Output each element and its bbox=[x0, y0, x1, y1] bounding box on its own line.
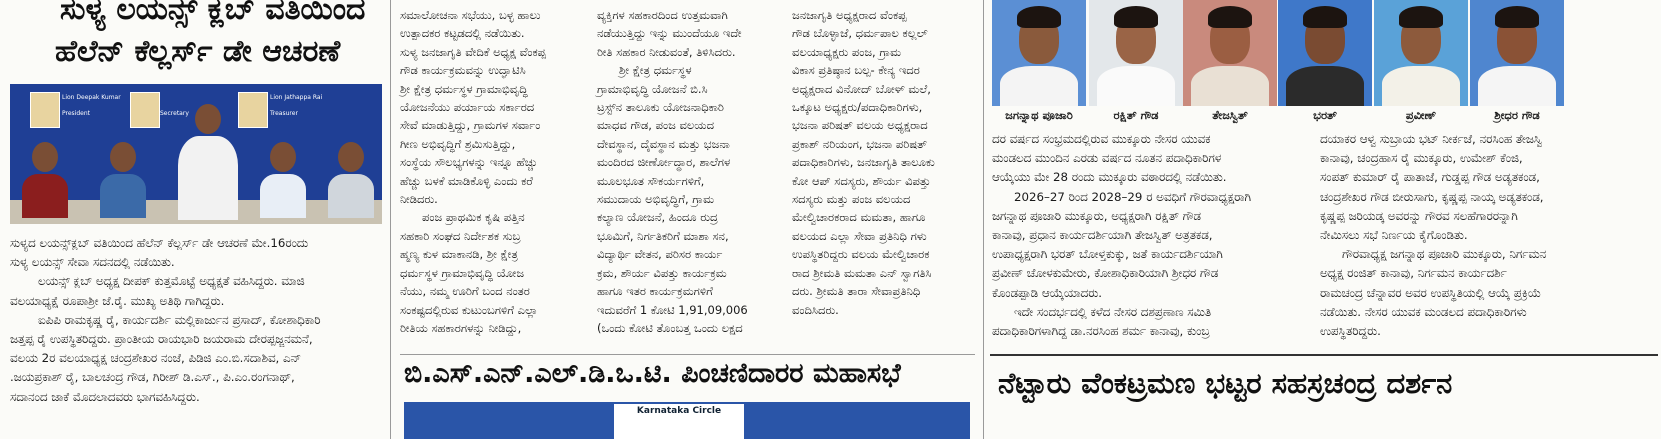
body-line: ಗ್ರಾಮಾಭಿವೃದ್ಧಿ ಯೋಜನೆ ಬಿ.ಸಿ bbox=[597, 81, 708, 96]
seated-person bbox=[328, 142, 374, 218]
body-line: ಮೂಲಭೂತ ಸೌಕರ್ಯಗಳಿಗೆ, bbox=[597, 173, 705, 188]
body-line: ಹೆಚ್ಚು ಬಳಕೆ ಮಾಡಿಕೊಳ್ಳಿ ಎಂದು ಕರೆ bbox=[400, 173, 533, 188]
body-line: ಮಂದಿರದ ಜೀರ್ಣೋದ್ಧಾರ, ಶಾಲೆಗಳ bbox=[597, 155, 731, 170]
body-line: ಸಂಸ್ಥೆಯ ಸೌಲಭ್ಯಗಳನ್ನು ಇನ್ನೂ ಹೆಚ್ಚು bbox=[400, 155, 538, 170]
body-line: ಗೀಣ ಅಭಿವೃದ್ಧಿಗೆ ಶ್ರಮಿಸುತ್ತಿದ್ದು, bbox=[400, 136, 516, 151]
body-line: ನೇಮಿಸಲು ಸಭೆ ನಿರ್ಣಯ ಕೈಗೊಂಡಿತು. bbox=[1320, 228, 1468, 243]
body-line: ಪ್ರವೀಣ್ ಚೋಳಕುಮೇರು, ಕೋಶಾಧಿಕಾರಿಯಾಗಿ ಶ್ರೀಧರ ಗೌಡ bbox=[992, 266, 1219, 281]
body-line: ಜತ್ತಪ್ಪ ರೈ ಉಪಸ್ಥಿತರಿದ್ದರು. ಪ್ರಾಂತೀಯ ರಾಯಭಾರಿ ಜಯರಾಮ ದೇರಪ್ಪಜ್ಜನಮನೆ, bbox=[10, 332, 313, 347]
photo-caption: ಪ್ರವೀಣ್ bbox=[1405, 108, 1437, 122]
body-line: ಶ್ರೀ ಕ್ಷೇತ್ರ ಧರ್ಮಸ್ಥಳ bbox=[619, 63, 692, 78]
body-line: ಕಾನಾವು, ಚಂದ್ರಹಾಸ ರೈ ಮುಕ್ಕೂರು, ಉಮೇಶ್ ಕೆಂಜಿ, bbox=[1320, 151, 1523, 166]
column-rule bbox=[390, 0, 391, 439]
karnataka-circle-banner bbox=[614, 404, 744, 439]
body-line: ಉತ್ಪಾದಕರ ಕಟ್ಟಡದಲ್ಲಿ ನಡೆಯಿತು. bbox=[400, 26, 525, 41]
body-line: ಹ್ಮಣ್ಯ ಕುಳ ಮಾಕಾನಡಿ, ಶ್ರೀ ಕ್ಷೇತ್ರ bbox=[400, 247, 518, 262]
body-line: ದಯಾಕರ ಆಳ್ವ ಸುಬ್ರಾಯ ಭಟ್ ನೀರ್ಕಜೆ, ನರಸಿಂಹ ತೇಜಸ್ವಿ bbox=[1320, 132, 1543, 146]
body-line: ರೀತಿ ಸಹಕಾರ ನೀಡುವಂತೆ, ತಿಳಿಸಿದರು. bbox=[597, 44, 736, 59]
body-line: ಸಹಕಾರಿ ಸಂಘದ ನಿರ್ದೇಶಕ ಸುಬ್ರ bbox=[400, 228, 521, 243]
body-line: ಗೌರವಾಧ್ಯಕ್ಷ ಜಗನ್ನಾಥ ಪೂಜಾರಿ ಮುಕ್ಕೂರು, ನಿರ್ಗಮನ bbox=[1342, 247, 1547, 262]
body-line: ರಾದ ಶ್ರೀಮತಿ ಮಮತಾ ಎನ್ ಸ್ವಾಗತಿಸಿ bbox=[792, 265, 932, 280]
portrait-photo bbox=[1089, 0, 1183, 106]
body-line: ನಡೆಯಿತು. ನೇಸರ ಯುವಕ ಮಂಡಲದ ಪದಾಧಿಕಾರಿಗಳು bbox=[1320, 304, 1527, 319]
photo-caption: ಜಗನ್ನಾಥ ಪೂಜಾರಿ bbox=[1005, 108, 1073, 122]
body-line: ಪ್ರಕಾಶ್ ನರಿಯಂಗ, ಭಜನಾ ಪರಿಷತ್ bbox=[792, 136, 927, 151]
portrait-thumbnail bbox=[30, 92, 60, 128]
bsnl-headline: ಬಿ.ಎಸ್.ಎನ್.ಎಲ್.ಡಿ.ಒ.ಟಿ. ಪಿಂಚಣಿದಾರರ ಮಹಾಸಭೆ bbox=[404, 358, 901, 389]
right-col-1 bbox=[992, 130, 1310, 341]
portrait-photo bbox=[1278, 0, 1372, 106]
portrait-photo bbox=[1374, 0, 1468, 106]
body-line: ದೇವಸ್ಥಾನ, ದೈವಸ್ಥಾನ ಮತ್ತು ಭಜನಾ bbox=[597, 136, 730, 151]
body-line: ವಂದಿಸಿದರು. bbox=[792, 302, 839, 317]
bottom-headline: ನೆಟ್ಟಾರು ವೆಂಕಟ್ರಮಣ ಭಟ್ಟರ ಸಹಸ್ರಚಂದ್ರ ದರ್ಶನ bbox=[998, 366, 1453, 400]
portrait-thumbnail bbox=[130, 92, 160, 128]
middle-col-3 bbox=[792, 6, 972, 319]
body-line: ಸಂಪತ್ ಕುಮಾರ್ ರೈ ಪಾತಾಜೆ, ಗುಡ್ಡಪ್ಪ ಗೌಡ ಅಡ್ಯತಕಂಡ, bbox=[1320, 170, 1540, 185]
body-line: ಸುಳ್ಯದ ಲಯನ್ಸ್‌ಕ್ಲಬ್ ವತಿಯಿಂದ ಹೆಲೆನ್ ಕೆಲ್ಲರ್ಸ್ ಡೇ ಆಚರಣೆ ಮೇ.16ರಂದು bbox=[10, 236, 309, 250]
body-line: ಪದಾಧಿಕಾರಿಗಳಾಗಿದ್ದ ಡಾ.ನರಸಿಂಹ ಶರ್ಮ ಕಾನಾವು, ಕುಂಬ್ರ bbox=[992, 324, 1210, 339]
body-line: ವಲಯದ ಎಲ್ಲಾ ಸೇವಾ ಪ್ರತಿನಿಧಿ ಗಳು bbox=[792, 228, 927, 243]
body-line: ಉಪಸ್ಥಿತರಿದ್ದರು ವಲಯ ಮೇಲ್ವಿಚಾರಕ bbox=[792, 247, 930, 262]
body-line: ಕಾನಾವು, ಪ್ರಧಾನ ಕಾರ್ಯದರ್ಶಿಯಾಗಿ ತೇಜಸ್ವಿತ್ ಅತ್ರತಕಡ, bbox=[992, 228, 1213, 243]
body-line: .ಜಯಪ್ರಕಾಶ್ ರೈ, ಬಾಲಚಂದ್ರ ಗೌಡ, ಗಿರೀಶ್ ಡಿ.ಎಸ್., ಪಿ.ಎಂ.ರಂಗನಾಥ್, bbox=[10, 370, 295, 385]
body-line: ಕೋ ಆಪ್ ಸದಸ್ಯರು, ಶೌರ್ಯ ವಿಪತ್ತು bbox=[792, 173, 931, 188]
body-line: ಕಲ್ಯಾಣ ಯೋಜನೆ, ಹಿಂದೂ ರುದ್ರ bbox=[597, 210, 718, 225]
seated-person bbox=[22, 142, 68, 218]
body-line: ನೆಯು, ನಮ್ಮ ಊರಿಗೆ ಬಂದ ನಂತರ bbox=[400, 284, 530, 299]
body-line: ವಲಯ 2ರ ವಲಯಾಧ್ಯಕ್ಷ ಚಂದ್ರಶೇಖರ ನಂಜೆ, ಪಿಡಿಜಿ ಎಂ.ಬಿ.ಸದಾಶಿವ, ಎನ್ bbox=[10, 351, 301, 366]
body-line: ರಾಮಚಂದ್ರ ಚೆನ್ನಾವರ ಅವರ ಉಪಸ್ಥಿತಿಯಲ್ಲಿ ಆಯ್ಕೆ ಪ್ರಕ್ರಿಯೆ bbox=[1320, 285, 1542, 300]
banner-name: Lion Jathappa Rai bbox=[270, 94, 323, 101]
body-line: ಧರ್ಮಸ್ಥಳ ಗ್ರಾಮಾಭಿವೃದ್ಧಿ ಯೋಜ bbox=[400, 265, 525, 280]
portrait-photo bbox=[992, 0, 1086, 106]
body-line: ಹಾಗೂ ಇತರ ಕಾರ್ಯಕ್ರಮಗಳಿಗೆ bbox=[597, 284, 713, 299]
seated-person bbox=[100, 142, 146, 218]
body-line: ನೀಡಿದರು. bbox=[400, 192, 438, 207]
photo-caption: ರಕ್ಷಿತ್ ಗೌಡ bbox=[1113, 108, 1159, 122]
body-line: ಸುಳ್ಯ ಲಯನ್ಸ್ ಸೇವಾ ಸದನದಲ್ಲಿ ನಡೆಯಿತು. bbox=[10, 255, 175, 270]
body-line: ಅಧ್ಯಕ್ಷರಾದ ವಿನೋದ್ ಬೋಳ್ ಮಲೆ, bbox=[792, 81, 931, 96]
body-line: ಜನಜಾಗೃತಿ ಅಧ್ಯಕ್ಷರಾದ ವೆಂಕಪ್ಪ bbox=[792, 8, 907, 22]
body-line: ಜಗನ್ನಾಥ ಪೂಜಾರಿ ಮುಕ್ಕೂರು, ಅಧ್ಯಕ್ಷರಾಗಿ ರಕ್ಷಿತ್ ಗೌಡ bbox=[992, 208, 1201, 223]
seated-person bbox=[260, 142, 306, 218]
body-line: ಪಂಜ ಪ್ರಾಥಮಿಕ ಕೃಷಿ ಪತ್ತಿನ bbox=[422, 210, 525, 225]
body-line: (ಒಂದು ಕೋಟಿ ತೊಂಬತ್ತ ಒಂದು ಲಕ್ಷದ bbox=[597, 320, 743, 335]
body-line: ಆಯ್ಕೆಯು ಮೇ 28 ರಂದು ಮುಕ್ಕೂರು ವಠಾರದಲ್ಲಿ ನಡೆಯಿತು. bbox=[992, 170, 1227, 185]
body-line: ಉಪಸ್ಥಿತರಿದ್ದರು. bbox=[1320, 324, 1381, 339]
body-line: ದರ ವರ್ಷದ ಸಂಭ್ರಮದಲ್ಲಿರುವ ಮುಕ್ಕೂರು ನೇಸರ ಯುವಕ bbox=[992, 132, 1211, 146]
middle-col-2 bbox=[597, 6, 777, 337]
photo-caption: ಭರತ್ bbox=[1313, 108, 1337, 122]
portrait-photo bbox=[1470, 0, 1564, 106]
banner-role: Secretary bbox=[160, 110, 189, 117]
standing-speaker bbox=[178, 104, 238, 220]
body-line: ಮಾಧವ ಗೌಡ, ಪಂಜ ವಲಯದ bbox=[597, 118, 715, 133]
body-line: ಸಮುದಾಯ ಅಭಿವೃದ್ಧಿಗೆ, ಗ್ರಾಮ bbox=[597, 192, 715, 207]
body-line: ಪದಾಧಿಕಾರಿಗಳು, ಜನಜಾಗೃತಿ ತಾಲೂಕು bbox=[792, 155, 935, 170]
body-line: ವಲಯಾಧ್ಯಕ್ಷೆ ರೂಪಾಶ್ರೀ ಜೆ.ರೈ. ಮುಖ್ಯ ಅತಿಥಿ ಗಾಗಿದ್ದರು. bbox=[10, 293, 225, 308]
body-line: ಮಂಡಲದ ಮುಂದಿನ ಎರಡು ವರ್ಷದ ನೂತನ ಪದಾಧಿಕಾರಿಗಳ bbox=[992, 151, 1222, 166]
body-line: ವಿಕಾಸ ಪ್ರತಿಷ್ಠಾನ ಬಲ್ಪ- ಕೇನ್ಯ ಇದರ bbox=[792, 63, 920, 78]
bsnl-photo bbox=[404, 402, 970, 439]
body-line: ಒಕ್ಕೂಟ ಅಧ್ಯಕ್ಷರು/ಪದಾಧಿಕಾರಿಗಳು, bbox=[792, 100, 923, 115]
portrait-photo bbox=[1183, 0, 1277, 106]
body-line: ಶ್ರೀ ಕ್ಷೇತ್ರ ಧರ್ಮಸ್ಥಳ ಗ್ರಾಮಾಭಿವೃದ್ಧಿ bbox=[400, 81, 528, 96]
body-line: ವಿದ್ಯಾರ್ಥಿ ವೇತನ, ಪರಿಸರ ಕಾರ್ಯ bbox=[597, 247, 723, 262]
body-line: ಕ್ರಮ, ಶೌರ್ಯ ವಿಪತ್ತು ಕಾರ್ಯಕ್ರಮ bbox=[597, 265, 727, 280]
body-line: ಸಮಾಲೋಚನಾ ಸಭೆಯು, ಬಳ್ಳ ಹಾಲು bbox=[400, 8, 541, 22]
body-line: ಉಪಾಧ್ಯಕ್ಷರಾಗಿ ಭರತ್ ಬೋಳ್ತಕುಕ್ಕು, ಜತೆ ಕಾರ್ಯದರ್ಶಿಯಾಗಿ bbox=[992, 247, 1223, 262]
body-line: ರೀತಿಯ ಸಹಕಾರಗಳನ್ನು ನೀಡಿದ್ದು, bbox=[400, 320, 522, 335]
body-line: ಲಯನ್ಸ್ ಕ್ಲಬ್ ಅಧ್ಯಕ್ಷ ದೀಪಕ್ ಕುತ್ತಮೊಟ್ಟೆ ಅಧ್ಯಕ್ಷತೆ ವಹಿಸಿದ್ದರು. ಮಾಜಿ bbox=[38, 274, 305, 289]
middle-col-1 bbox=[400, 6, 580, 337]
banner-name: Lion Deepak Kumar bbox=[62, 94, 121, 101]
banner-text: Karnataka Circle bbox=[636, 406, 722, 416]
body-line: ದರು. ಶ್ರೀಮತಿ ತಾರಾ ಸೇವಾಪ್ರತಿನಿಧಿ bbox=[792, 284, 921, 299]
body-line: ಗೌಡ ಬೊಳ್ಳಾಜೆ, ಧರ್ಮಪಾಲ ಕಲ್ಲಲ್ bbox=[792, 26, 928, 41]
body-line: ಸುಳ್ಯ ಜನಜಾಗೃತಿ ವೇದಿಕೆ ಅಧ್ಯಕ್ಷ ವೆಂಕಪ್ಪ bbox=[400, 44, 546, 59]
section-divider bbox=[990, 354, 1658, 356]
photo-caption: ಶ್ರೀಧರ ಗೌಡ bbox=[1494, 108, 1540, 122]
body-line: 2026–27 ರಿಂದ 2028–29 ರ ಅವಧಿಗೆ ಗೌರವಾಧ್ಯಕ್ಷರಾಗಿ bbox=[1014, 189, 1252, 204]
body-line: ಇದುವರೆಗೆ 1 ಕೋಟಿ 1,91,09,006 bbox=[597, 302, 748, 317]
banner-role: Treasurer bbox=[270, 110, 298, 117]
body-line: ಯೋಜನೆಯು ಪರ್ಯಾಯ ಸರ್ಕಾರದ bbox=[400, 100, 535, 115]
body-line: ವಲಯಾಧ್ಯಕ್ಷರು ಪಂಜ, ಗ್ರಾಮ bbox=[792, 44, 902, 59]
body-line: ಕೃಷ್ಣಪ್ಪ ಜರಿಯಡ್ಕ ಅವರನ್ನು ಗೌರವ ಸಲಹೆಗಾರರನ್ನಾಗಿ bbox=[1320, 208, 1518, 223]
body-line: ಕೊಂಡಪ್ಪಾಡಿ ಆಯ್ಕೆಯಾದರು. bbox=[992, 285, 1103, 300]
body-line: ಇದೇ ಸಂದರ್ಭದಲ್ಲಿ ಕಳೆದ ನೇಸರ ದಶಪ್ರಣಾಣ ಸಮಿತಿ bbox=[1014, 304, 1212, 319]
body-line: ನಡೆಯುತ್ತಿದ್ದು ಇನ್ನು ಮುಂದೆಯೂ ಇದೇ bbox=[597, 26, 742, 41]
right-col-2 bbox=[1320, 130, 1654, 341]
body-line: ಭೂಮಿಗೆ, ನಿರ್ಗತಿಕರಿಗೆ ಮಾಶಾ ಸನ, bbox=[597, 228, 729, 243]
photo-caption: ತೇಜಸ್ವಿತ್ bbox=[1212, 108, 1248, 122]
body-line: ಭಜನಾ ಪರಿಷತ್ ವಲಯ ಅಧ್ಯಕ್ಷರಾದ bbox=[792, 118, 928, 133]
body-line: ಗೌಡ ಕಾರ್ಯಕ್ರಮವನ್ನು ಉದ್ಘಾಟಿಸಿ bbox=[400, 63, 526, 78]
body-line: ಟ್ರಸ್ಟ್‌ನ ತಾಲೂಕು ಯೋಜನಾಧಿಕಾರಿ bbox=[597, 100, 724, 115]
lions-club-photo bbox=[10, 84, 382, 224]
body-line: ಸದಸ್ಯರು ಮತ್ತು ಪಂಜ ವಲಯದ bbox=[792, 192, 911, 207]
body-line: ಸದಾನಂದ ಜಾಕೆ ಮೊದಲಾದವರು ಭಾಗವಹಿಸಿದ್ದರು. bbox=[10, 389, 200, 404]
portrait-thumbnail bbox=[238, 92, 268, 128]
column-rule bbox=[983, 0, 984, 439]
body-line: ಮೇಲ್ವಿಚಾರಕರಾದ ಮಮತಾ, ಹಾಗೂ bbox=[792, 210, 926, 225]
body-line: ಅಧ್ಯಕ್ಷ ರಂಜಿತ್ ಕಾನಾವು, ನಿರ್ಗಮನ ಕಾರ್ಯದರ್ಶಿ bbox=[1320, 266, 1507, 281]
left-article-body bbox=[10, 234, 382, 407]
body-line: ವ್ಯಕ್ತಿಗಳ ಸಹಕಾರದಿಂದ ಉತ್ತಮವಾಗಿ bbox=[597, 8, 728, 22]
body-line: ಸಂಕಷ್ಟದಲ್ಲಿರುವ ಕುಟುಂಬಗಳಿಗೆ ಎಲ್ಲಾ bbox=[400, 302, 538, 317]
body-line: ಐಪಿಪಿ ರಾಮಕೃಷ್ಣ ರೈ, ಕಾರ್ಯದರ್ಶಿ ಮಲ್ಲಿಕಾರ್ಜುನ ಪ್ರಸಾದ್, ಕೋಶಾಧಿಕಾರಿ bbox=[38, 312, 321, 327]
body-line: ಚಂದ್ರಶೇಖರ ಗೌಡ ಬೀರುಸಾಗು, ಕೃಷ್ಣಪ್ಪ ನಾಯ್ಕ ಅಡ್ಯತಕಂಡ, bbox=[1320, 189, 1544, 204]
body-line: ಸೇವೆ ಮಾಡುತ್ತಿದ್ದು, ಗ್ರಾಮಗಳ ಸರ್ವಾಂ bbox=[400, 118, 541, 133]
headline-line1: ಸುಳ್ಯ ಲಯನ್ಸ್ ಕ್ಲಬ್ ವತಿಯಿಂದ bbox=[60, 0, 366, 27]
headline-line2: ಹೆಲೆನ್ ಕೆಲ್ಲರ್ಸ್ ಡೇ ಆಚರಣೆ bbox=[55, 34, 341, 69]
section-divider bbox=[400, 354, 975, 355]
banner-role: President bbox=[62, 110, 90, 117]
